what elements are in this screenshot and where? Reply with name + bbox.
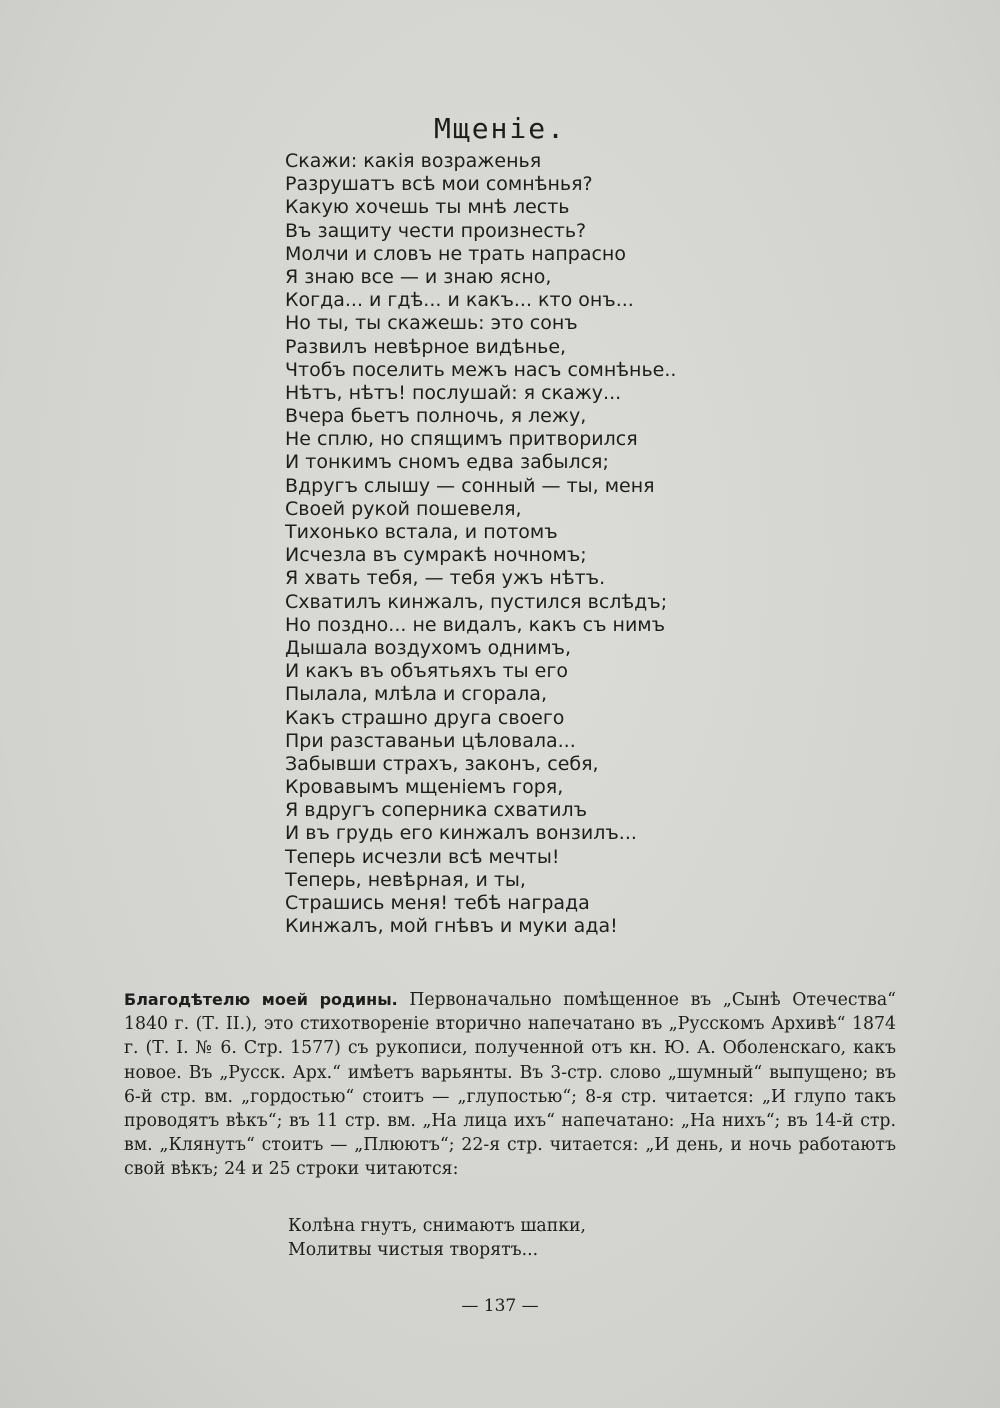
poem-line: Я вдругъ соперника схватилъ bbox=[285, 799, 588, 822]
poem-line: Теперь исчезли всѣ мечты! bbox=[285, 845, 560, 868]
commentary-paragraph bbox=[124, 988, 896, 1182]
poem-line: Чтобъ поселить межъ насъ сомнѣнье.. bbox=[285, 358, 677, 381]
poem-lines bbox=[285, 150, 676, 938]
poem-line: Страшись меня! тебѣ награда bbox=[285, 892, 590, 914]
quote-line: Колѣна гнутъ, снимаютъ шапки, bbox=[288, 1216, 587, 1236]
poem-line: Схватилъ кинжалъ, пустился вслѣдъ; bbox=[285, 590, 668, 613]
poem-line: Вчера бьетъ полночь, я лежу, bbox=[285, 405, 587, 428]
poem-line: И въ грудь его кинжалъ вонзилъ... bbox=[285, 822, 637, 845]
poem-line: Дышала воздухомъ однимъ, bbox=[285, 636, 572, 659]
quoted-lines bbox=[288, 1214, 586, 1263]
poem-line: Въ защиту чести произнесть? bbox=[285, 219, 587, 242]
page-number: — 137 — bbox=[461, 1296, 539, 1316]
poem-line: Развилъ невѣрное видѣнье, bbox=[285, 335, 567, 358]
commentary-heading: Благодѣтелю моей родины. bbox=[124, 990, 398, 1009]
poem-line: Скажи: какія возраженья bbox=[285, 150, 542, 172]
poem-line: Я хвать тебя, — тебя ужъ нѣтъ. bbox=[285, 567, 606, 590]
poem-line: При разставаньи цѣловала... bbox=[285, 729, 576, 752]
poem-line: Тихонько встала, и потомъ bbox=[285, 521, 558, 543]
poem-line: Вдругъ слышу — сонный — ты, меня bbox=[285, 474, 655, 497]
poem-line: Молчи и словъ не трать напрасно bbox=[285, 242, 626, 265]
poem-line: Но ты, ты скажешь: это сонъ bbox=[285, 312, 578, 335]
poem-line: Я знаю все — и знаю ясно, bbox=[285, 265, 552, 288]
poem-line: Разрушатъ всѣ мои сомнѣнья? bbox=[285, 173, 593, 196]
poem-line: И какъ въ объятьяхъ ты его bbox=[285, 660, 568, 683]
poem-line: Кровавымъ мщеніемъ горя, bbox=[285, 776, 564, 799]
poem-line: Когда... и гдѣ... и какъ... кто онъ... bbox=[285, 289, 634, 312]
poem-line: Пылала, млѣла и сгорала, bbox=[285, 683, 547, 706]
poem-line: Своей рукой пошевеля, bbox=[285, 497, 522, 520]
poem-line: Какую хочешь ты мнѣ лесть bbox=[285, 196, 570, 219]
poem-title: Мщеніе. bbox=[433, 112, 566, 145]
commentary-text: Первоначально помѣщенное въ „Сынѣ Отечества“ 1840 г. (Т. II.), это стихотвореніе вторично напечатано въ „Русскомъ Архивѣ“ 1874 г. (Т. I. № 6. Стр. 1577) съ рукописи, полученной отъ кн. Ю. А. Оболенскаго, какъ новое. Въ „Русск. Арх.“ имѣетъ варьянты. Въ 3-стр. слово „шумный“ выпущено; въ 6-й стр. вм. „гордостью“ стоитъ — „глупостью“; 8-я стр. читается: „И глупо такъ проводятъ вѣкъ“; въ 11 стр. вм. „На лица ихъ“ напечатано: „На нихъ“; въ 14-й стр. вм. „Клянутъ“ стоитъ — „Плюютъ“; 22-я стр. читается: „И день, и ночь работаютъ свой вѣкъ; 24 и 25 строки читаются: bbox=[124, 990, 897, 1180]
poem-line: Но поздно... не видалъ, какъ съ нимъ bbox=[285, 613, 666, 636]
quote-line: Молитвы чистыя творятъ... bbox=[288, 1240, 539, 1261]
poem-line: Нѣтъ, нѣтъ! послушай: я скажу... bbox=[285, 381, 622, 404]
poem-line: Забывши страхъ, законъ, себя, bbox=[285, 752, 599, 775]
poem-line: Теперь, невѣрная, и ты, bbox=[285, 868, 526, 891]
poem-line: Не сплю, но спящимъ притворился bbox=[285, 428, 638, 451]
poem-line: Кинжалъ, мой гнѣвъ и муки ада! bbox=[285, 915, 618, 938]
poem-line: Исчезла въ сумракѣ ночномъ; bbox=[285, 544, 587, 567]
poem-line: И тонкимъ сномъ едва забылся; bbox=[285, 451, 609, 474]
poem-line: Какъ страшно друга своего bbox=[285, 706, 565, 729]
